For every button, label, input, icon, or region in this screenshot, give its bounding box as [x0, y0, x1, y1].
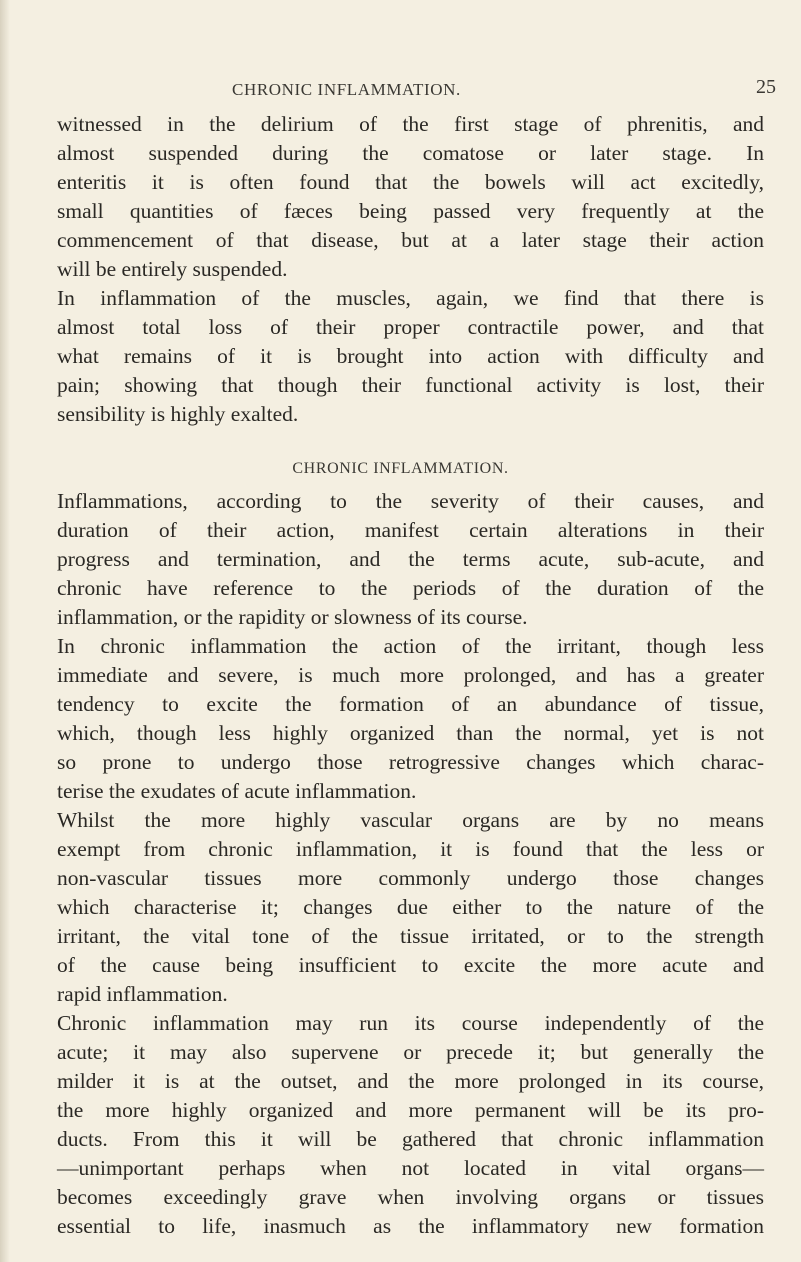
text-line: Whilst the more highly vascular organs are by no means — [57, 808, 764, 832]
running-head: CHRONIC INFLAMMATION. — [232, 80, 461, 99]
text-line: essential to life, inasmuch as the inflammatory new formation — [57, 1214, 764, 1238]
page-number: 25 — [756, 76, 776, 98]
text-block-top — [57, 110, 764, 429]
text-line: what remains of it is brought into action with difficulty and — [57, 344, 764, 368]
text-line: sensibility is highly exalted. — [57, 402, 299, 426]
text-line: immediate and severe, is much more prolonged, and has a greater — [57, 663, 764, 687]
text-line: non-vascular tissues more commonly undergo those changes — [57, 866, 764, 890]
text-line: inflammation, or the rapidity or slowness of its course. — [57, 605, 528, 629]
text-line: In chronic inflammation the action of the irritant, though less — [57, 634, 764, 658]
text-line: so prone to undergo those retrogressive changes which charac- — [57, 750, 764, 774]
section-heading: CHRONIC INFLAMMATION. — [292, 460, 509, 477]
text-line: which characterise it; changes due either to the nature of the — [57, 895, 764, 919]
text-block-main — [57, 487, 764, 1241]
text-line: Chronic inflammation may run its course independently of the — [57, 1011, 764, 1035]
text-line: ducts. From this it will be gathered that chronic inflammation — [57, 1127, 764, 1151]
text-line: duration of their action, manifest certain alterations in their — [57, 518, 764, 542]
text-line: Inflammations, according to the severity of their causes, and — [57, 489, 764, 513]
text-line: milder it is at the outset, and the more prolonged in its course, — [57, 1069, 764, 1093]
text-line: In inflammation of the muscles, again, we find that there is — [57, 286, 764, 310]
text-line: —unimportant perhaps when not located in vital organs— — [57, 1156, 764, 1180]
text-line: almost total loss of their proper contractile power, and that — [57, 315, 764, 339]
text-line: enteritis it is often found that the bowels will act excitedly, — [57, 170, 764, 194]
text-line: chronic have reference to the periods of the duration of the — [57, 576, 764, 600]
text-line: almost suspended during the comatose or later stage. In — [57, 141, 764, 165]
text-line: progress and termination, and the terms acute, sub-acute, and — [57, 547, 764, 571]
text-line: becomes exceedingly grave when involving organs or tissues — [57, 1185, 764, 1209]
gutter-shadow — [0, 0, 10, 1262]
text-line: of the cause being insufficient to excite the more acute and — [57, 953, 764, 977]
text-line: irritant, the vital tone of the tissue irritated, or to the strength — [57, 924, 764, 948]
text-line: rapid inflammation. — [57, 982, 228, 1006]
text-line: small quantities of fæces being passed very frequently at the — [57, 199, 764, 223]
text-line: pain; showing that though their functional activity is lost, their — [57, 373, 764, 397]
text-line: acute; it may also supervene or precede it; but generally the — [57, 1040, 764, 1064]
text-line: terise the exudates of acute inflammation. — [57, 779, 417, 803]
text-line: tendency to excite the formation of an abundance of tissue, — [57, 692, 764, 716]
text-line: exempt from chronic inflammation, it is found that the less or — [57, 837, 764, 861]
text-line: witnessed in the delirium of the first stage of phrenitis, and — [57, 112, 764, 136]
text-line: the more highly organized and more permanent will be its pro- — [57, 1098, 764, 1122]
text-line: which, though less highly organized than the normal, yet is not — [57, 721, 764, 745]
text-line: commencement of that disease, but at a later stage their action — [57, 228, 764, 252]
text-line: will be entirely suspended. — [57, 257, 288, 281]
